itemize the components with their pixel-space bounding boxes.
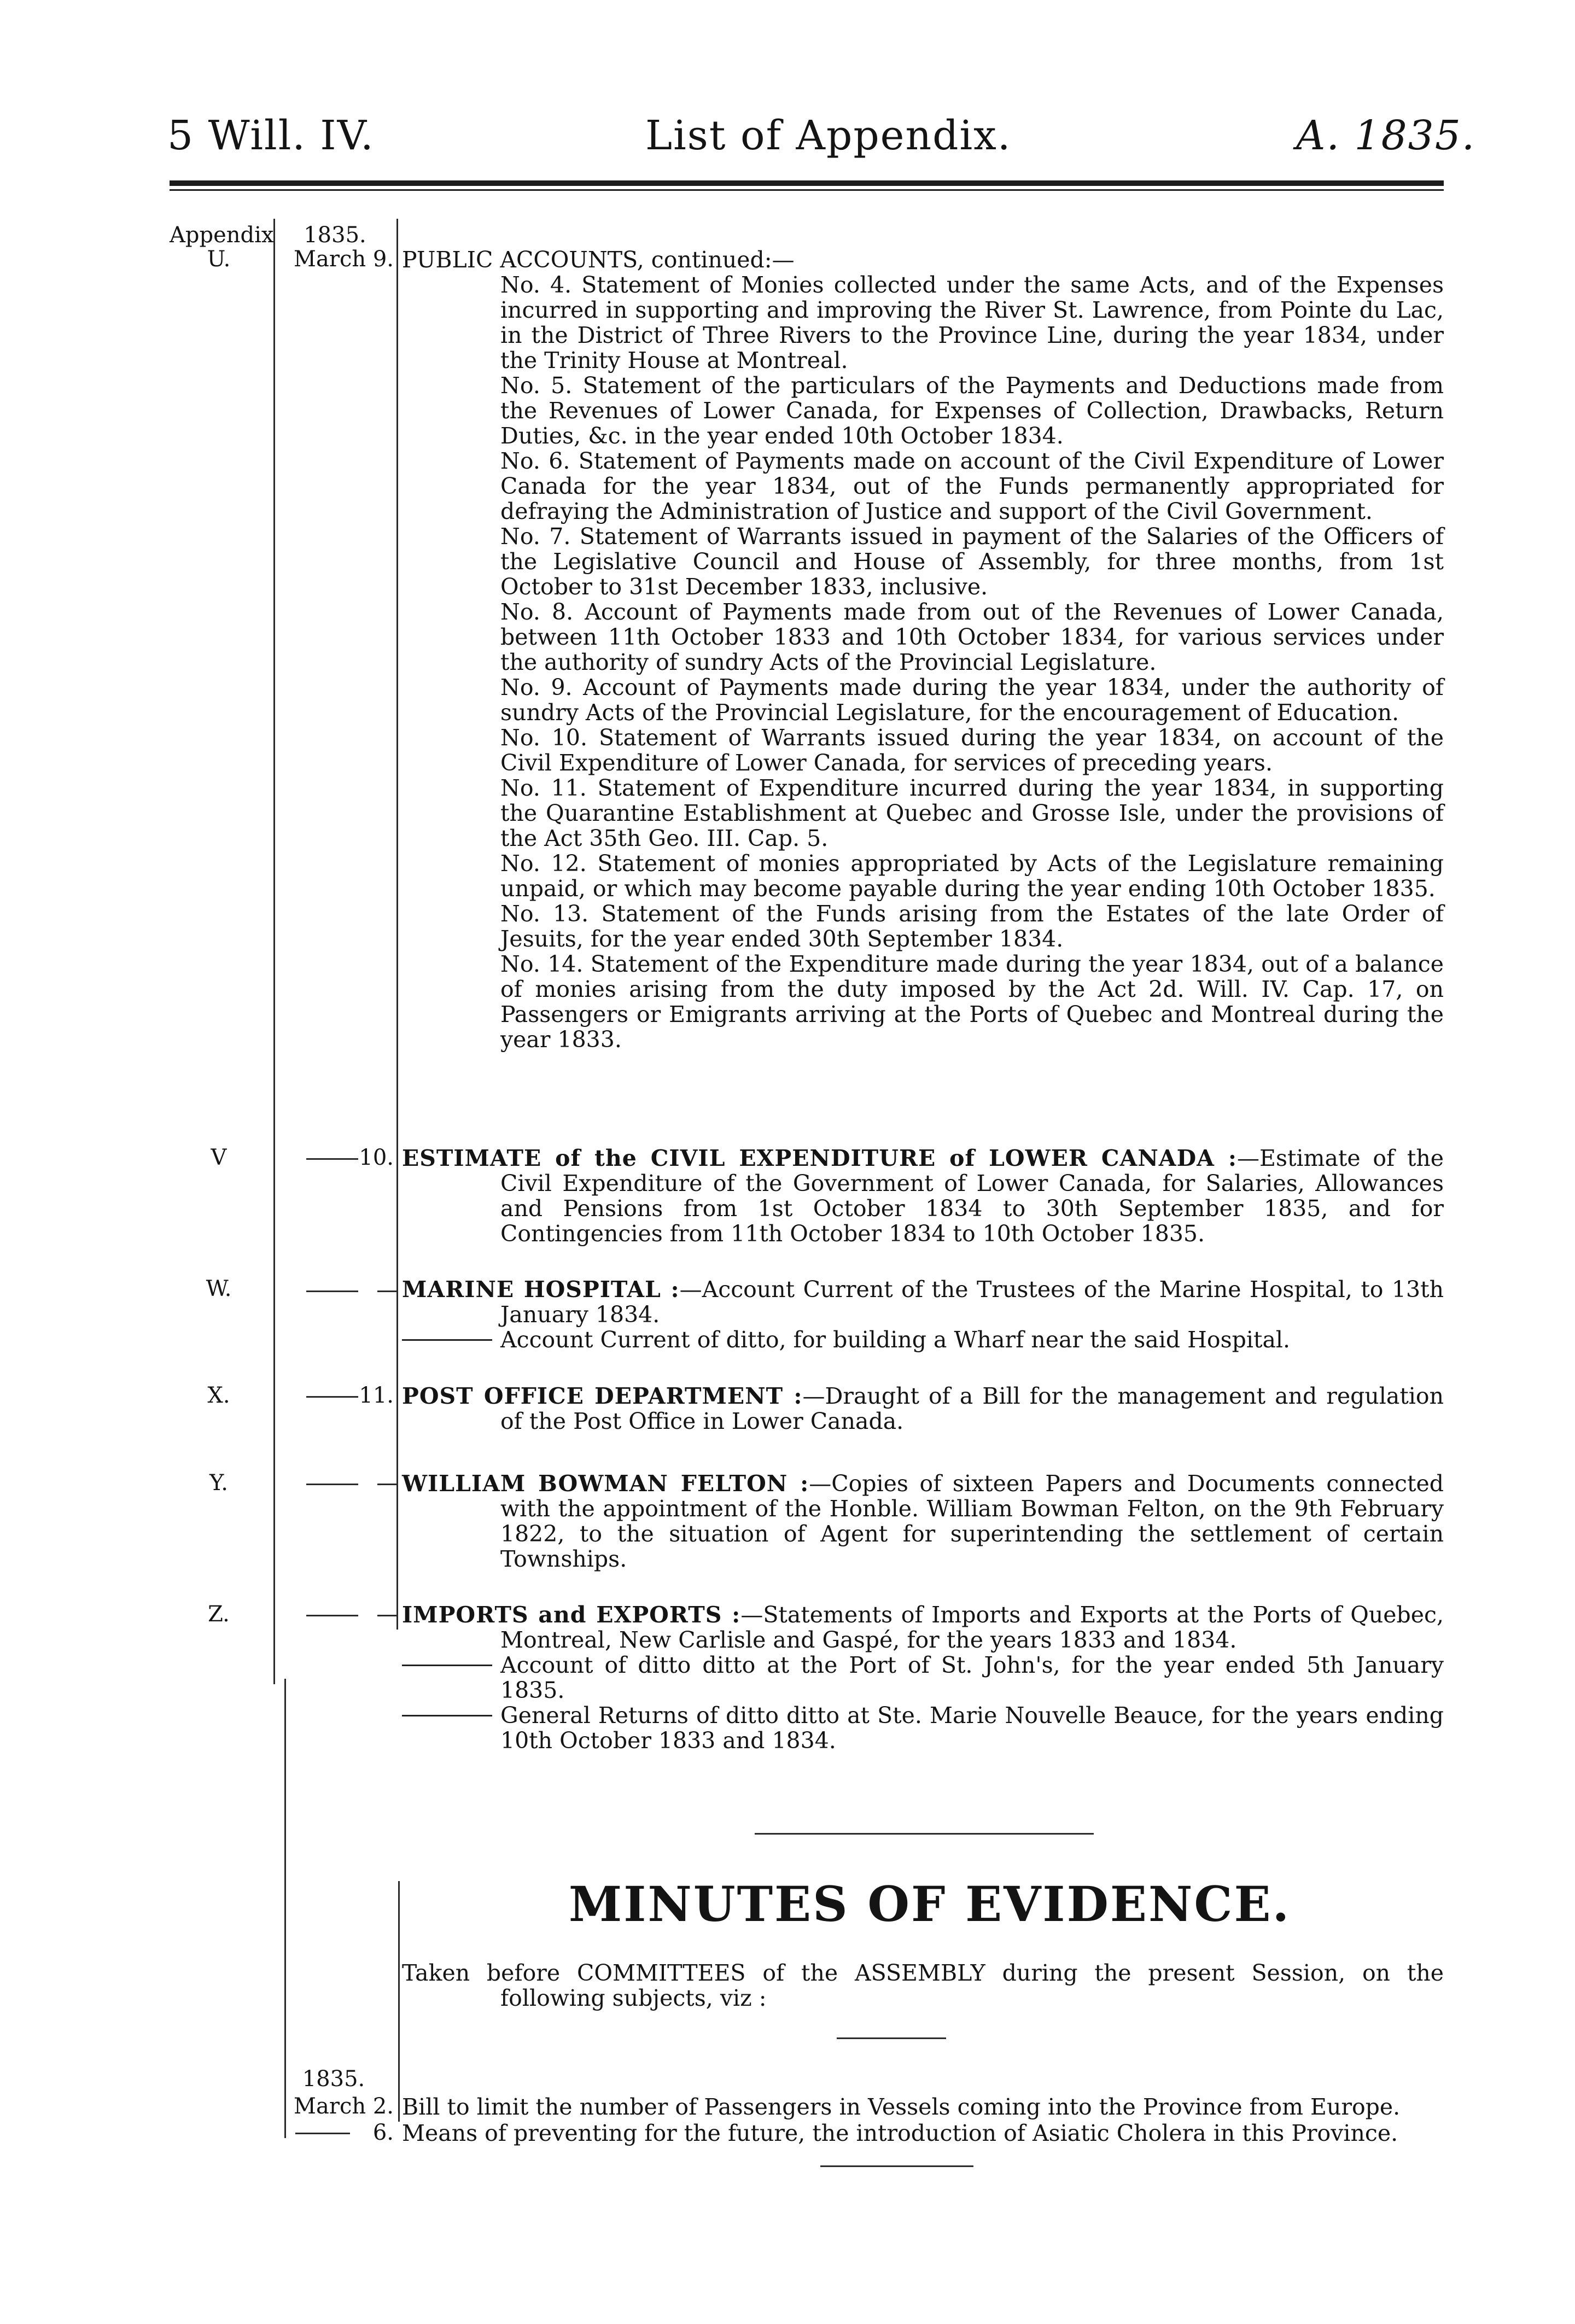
list-item: No. 14. Statement of the Expenditure made during the year 1834, out of a balance of monies arising from the duty imposed by the Act 2d. Will. IV. Cap. 17, on Passengers or Emigrants arriving at the Ports of Quebec and Montreal during the year 1833. [500,951,1444,1053]
appendix-letter-z: Z. [208,1602,230,1627]
entry-date-v: 10. [359,1145,394,1170]
ditto-rule [402,1339,492,1341]
section-text: —Statements of Imports and Exports at the Ports of Quebec, Montreal, New Carlisle and Gaspé, for the years 1833 and 1834. [500,1602,1444,1653]
ditto-rule [402,1665,492,1666]
header-rule-thin [170,189,1444,191]
appendix-letter-y: Y. [209,1470,228,1496]
page-title: List of Appendix. [645,112,1012,159]
list-item: No. 5. Statement of the particulars of the Payments and Deductions made from the Revenues of Lower Canada, for Expenses of Collection, Drawbacks, Return Duties, &c. in the year ended 10th October 1834. [500,372,1444,449]
section-estimate [402,1146,1444,1246]
list-item: No. 11. Statement of Expenditure incurred during the year 1834, in supporting the Quarantine Establishment at Quebec and Grosse Isle, under the provisions of the Act 35th Geo. III. Cap. 5. [500,775,1444,851]
section-heading: POST OFFICE DEPARTMENT : [402,1383,803,1409]
appendix-letter-u: U. [207,247,231,272]
list-item: No. 12. Statement of monies appropriated by Acts of the Legislature remaining unpaid, or which may become payable during the year ending 10th October 1835. [500,850,1444,902]
section-heading: IMPORTS and EXPORTS : [402,1602,741,1628]
column-rule-left [273,219,275,1684]
entry-date: 6. [372,2120,394,2145]
list-item: No. 4. Statement of Monies collected under the same Acts, and of the Expenses incurred in supporting and improving the River St. Lawrence, from Pointe du Lac, in the District of Three Rivers to the Province Line, during the year 1834, under the Trinity House at Montreal. [500,272,1444,373]
appendix-letter-x: X. [207,1383,230,1408]
list-item: No. 10. Statement of Warrants issued during the year 1834, on account of the Civil Expenditure of Lower Canada, for services of preceding years. [500,725,1444,776]
section-imports-exports [402,1602,1444,1753]
minutes-title: MINUTES OF EVIDENCE. [568,1876,1291,1932]
minutes-year: 1835. [302,2066,365,2092]
year-column-head: 1835. [304,223,366,248]
section-public-accounts [402,247,1444,1052]
header-rule-thick [170,180,1444,186]
ditto-dash [306,1615,358,1616]
sub-entry: General Returns of ditto ditto at Ste. Marie Nouvelle Beauce, for the years ending 10th October 1833 and 1834. [402,1703,1444,1753]
section-felton [402,1471,1444,1572]
ornamental-rule [820,2165,973,2167]
entry-date-u: March 9. [294,247,394,272]
list-item: No. 9. Account of Payments made during the year 1834, under the authority of sundry Acts of the Provincial Legislature, for the encouragement of Education. [500,674,1444,726]
section-heading: ESTIMATE of the CIVIL EXPENDITURE of LOWER CANADA : [402,1145,1238,1171]
section-heading: MARINE HOSPITAL : [402,1276,680,1303]
list-item: No. 6. Statement of Payments made on account of the Civil Expenditure of Lower Canada for the year 1834, out of the Funds permanently appropriated for defraying the Administration of Justice and support of the Civil Government. [500,448,1444,524]
minutes-intro: Taken before COMMITTEES of the ASSEMBLY during the present Session, on the following subjects, viz : [402,1960,1444,2011]
section-marine-hospital [402,1277,1444,1352]
column-rule-right-lower [398,1881,400,2122]
ditto-dash [377,1484,396,1485]
appendix-letter-w: W. [206,1276,232,1301]
list-item: No. 7. Statement of Warrants issued in payment of the Salaries of the Officers of the Legislative Council and House of Assembly, for three months, from 1st October to 31st December 1833, inclusive. [500,523,1444,600]
entry-date: March 2. [294,2094,394,2119]
section-text: —Estimate of the Civil Expenditure of the Government of Lower Canada, for Salaries, Allowances and Pensions from 1st October 1834 to 30th September 1835, and for Contingencies from 11th October 1834 to 10th October 1835. [500,1145,1444,1247]
section-text: —Copies of sixteen Papers and Documents connected with the appointment of the Honble. William Bowman Felton, on the 9th February 1822, to the situation of Agent for superintending the settlement of certain Townships. [500,1470,1444,1572]
ditto-dash [306,1484,358,1485]
session-label: 5 Will. IV. [167,112,375,159]
section-text: —Draught of a Bill for the management and regulation of the Post Office in Lower Canada. [500,1383,1444,1434]
list-item: No. 13. Statement of the Funds arising from the Estates of the late Order of Jesuits, for the year ended 30th September 1834. [500,901,1444,952]
ditto-dash [377,1615,396,1616]
sub-entry: Account of ditto ditto at the Port of St. John's, for the year ended 5th January 1835. [402,1653,1444,1703]
entry-date-x: 11. [359,1383,394,1408]
ditto-dash [306,1291,358,1292]
ditto-rule [402,1715,492,1716]
year-label: A. 1835. [1296,112,1476,159]
short-rule [837,2037,946,2039]
section-heading: PUBLIC ACCOUNTS, continued:— [402,247,795,273]
appendix-column-head: Appendix [170,223,274,248]
section-post-office [402,1383,1444,1434]
appendix-letter-v: V [211,1145,227,1170]
ornamental-rule [755,1833,1094,1835]
ditto-dash [377,1291,396,1292]
running-header [0,112,1575,172]
list-item: No. 8. Account of Payments made from out of the Revenues of Lower Canada, between 11th October 1833 and 10th October 1834, for various services under the authority of sundry Acts of the Provincial Legislature. [500,599,1444,675]
section-text: —Account Current of the Trustees of the Marine Hospital, to 13th January 1834. [500,1276,1444,1328]
column-rule-right [396,219,398,1630]
section-heading: WILLIAM BOWMAN FELTON : [402,1470,809,1497]
minutes-entry: Means of preventing for the future, the introduction of Asiatic Cholera in this Province. [402,2120,1398,2146]
minutes-entry: Bill to limit the number of Passengers in Vessels coming into the Province from Europe. [402,2094,1401,2120]
sub-entry: Account Current of ditto, for building a Wharf near the said Hospital. [402,1327,1444,1352]
